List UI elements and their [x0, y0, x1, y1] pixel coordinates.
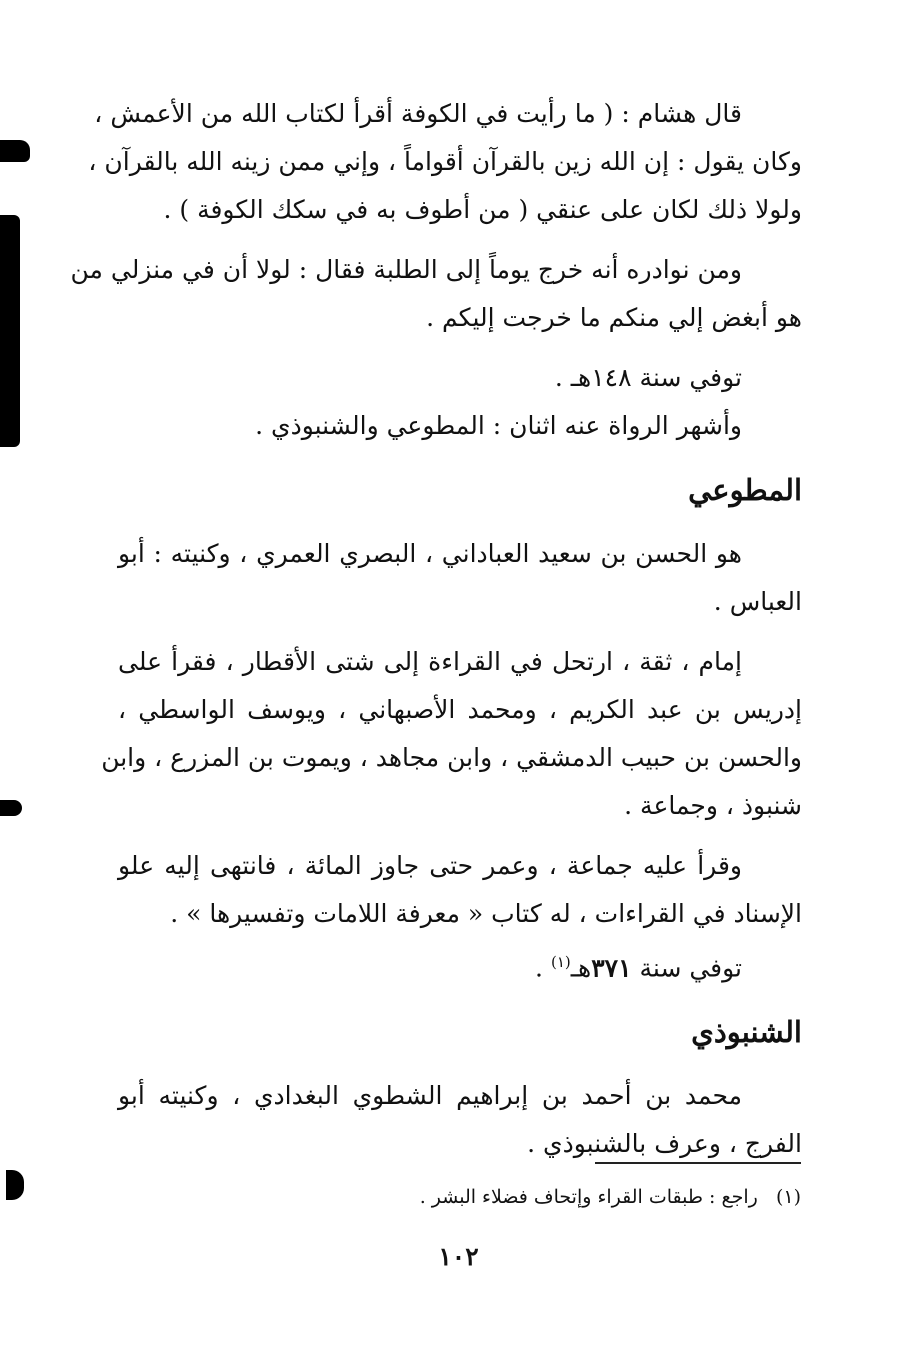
page-number: ١٠٢: [438, 1242, 479, 1271]
text-line: محمد بن أحمد بن إبراهيم الشطوي البغدادي ، وكنيته أبو: [118, 1081, 742, 1111]
paragraph-mutawwii-name: [118, 530, 802, 626]
footnote: [420, 1186, 801, 1208]
paragraph-mutawwii-students: [118, 842, 802, 992]
text-line: إمام ، ثقة ، ارتحل في القراءة إلى شتى الأقطار ، فقرأ على: [118, 647, 742, 676]
footnote-number: (١): [775, 1186, 801, 1208]
scan-edge-mark: [6, 1170, 24, 1200]
paragraph-shanabudhi-name: [118, 1072, 802, 1168]
page-body: [70, 90, 802, 1168]
text-line: قال هشام : ( ما رأيت في الكوفة أقرأ لكتاب الله من الأعمش ،: [94, 99, 742, 128]
text-line: وقرأ عليه جماعة ، وعمر حتى جاوز المائة ، فانتهى إليه علو: [118, 851, 742, 880]
scan-edge-mark: [0, 140, 30, 162]
paragraph-death-narrators: [118, 354, 802, 450]
text-line: ولولا ذلك لكان على عنقي ( من أطوف به في سكك الكوفة ) .: [163, 195, 802, 224]
section-heading-mutawwii: المطوعي: [688, 473, 802, 507]
text-line: إدريس بن عبد الكريم ، ومحمد الأصبهاني ، ويوسف الواسطي ،: [118, 695, 802, 724]
scan-edge-mark: [0, 800, 22, 816]
text-line: ومن نوادره أنه خرج يوماً إلى الطلبة فقال : لولا أن في منزلي من: [70, 255, 742, 284]
paragraph-mutawwii-teachers: [101, 638, 802, 830]
text-line: والحسن بن حبيب الدمشقي ، وابن مجاهد ، ويموت بن المزرع ، وابن: [101, 743, 802, 772]
death-year: ٣٧١: [591, 953, 632, 983]
scan-edge-mark: [0, 215, 20, 447]
text-line: وأشهر الرواة عنه اثنان : المطوعي والشنبوذي .: [255, 411, 742, 440]
text-line: هو الحسن بن سعيد العباداني ، البصري العمري ، وكنيته : أبو: [118, 539, 742, 568]
footnote-reference: (١): [550, 953, 571, 971]
death-hijri-suffix: هـ: [570, 953, 592, 983]
section-heading-shanabudhi: الشنبوذي: [691, 1015, 802, 1050]
paragraph-anecdote: [70, 246, 802, 342]
text-line: توفي سنة ١٤٨هـ .: [554, 363, 742, 392]
footnote-separator: [595, 1162, 801, 1164]
text-line: هو أبغض إلي منكم ما خرجت إليكم .: [426, 303, 802, 332]
text-line: الإسناد في القراءات ، له كتاب « معرفة اللامات وتفسيرها » .: [170, 899, 802, 928]
death-date-line: [118, 938, 802, 992]
text-line: وكان يقول : إن الله زين بالقرآن أقواماً ، وإني ممن زينه الله بالقرآن ،: [88, 147, 802, 176]
text-line: شنبوذ ، وجماعة .: [624, 791, 802, 820]
text-line: الفرج ، وعرف بالشنبوذي .: [527, 1129, 802, 1159]
death-end: .: [535, 953, 551, 983]
footnote-text: راجع : طبقات القراء وإتحاف فضلاء البشر .: [419, 1186, 758, 1208]
text-line: العباس .: [713, 587, 802, 616]
paragraph-hisham-quote: [88, 90, 802, 234]
death-prefix: توفي سنة: [631, 953, 742, 983]
